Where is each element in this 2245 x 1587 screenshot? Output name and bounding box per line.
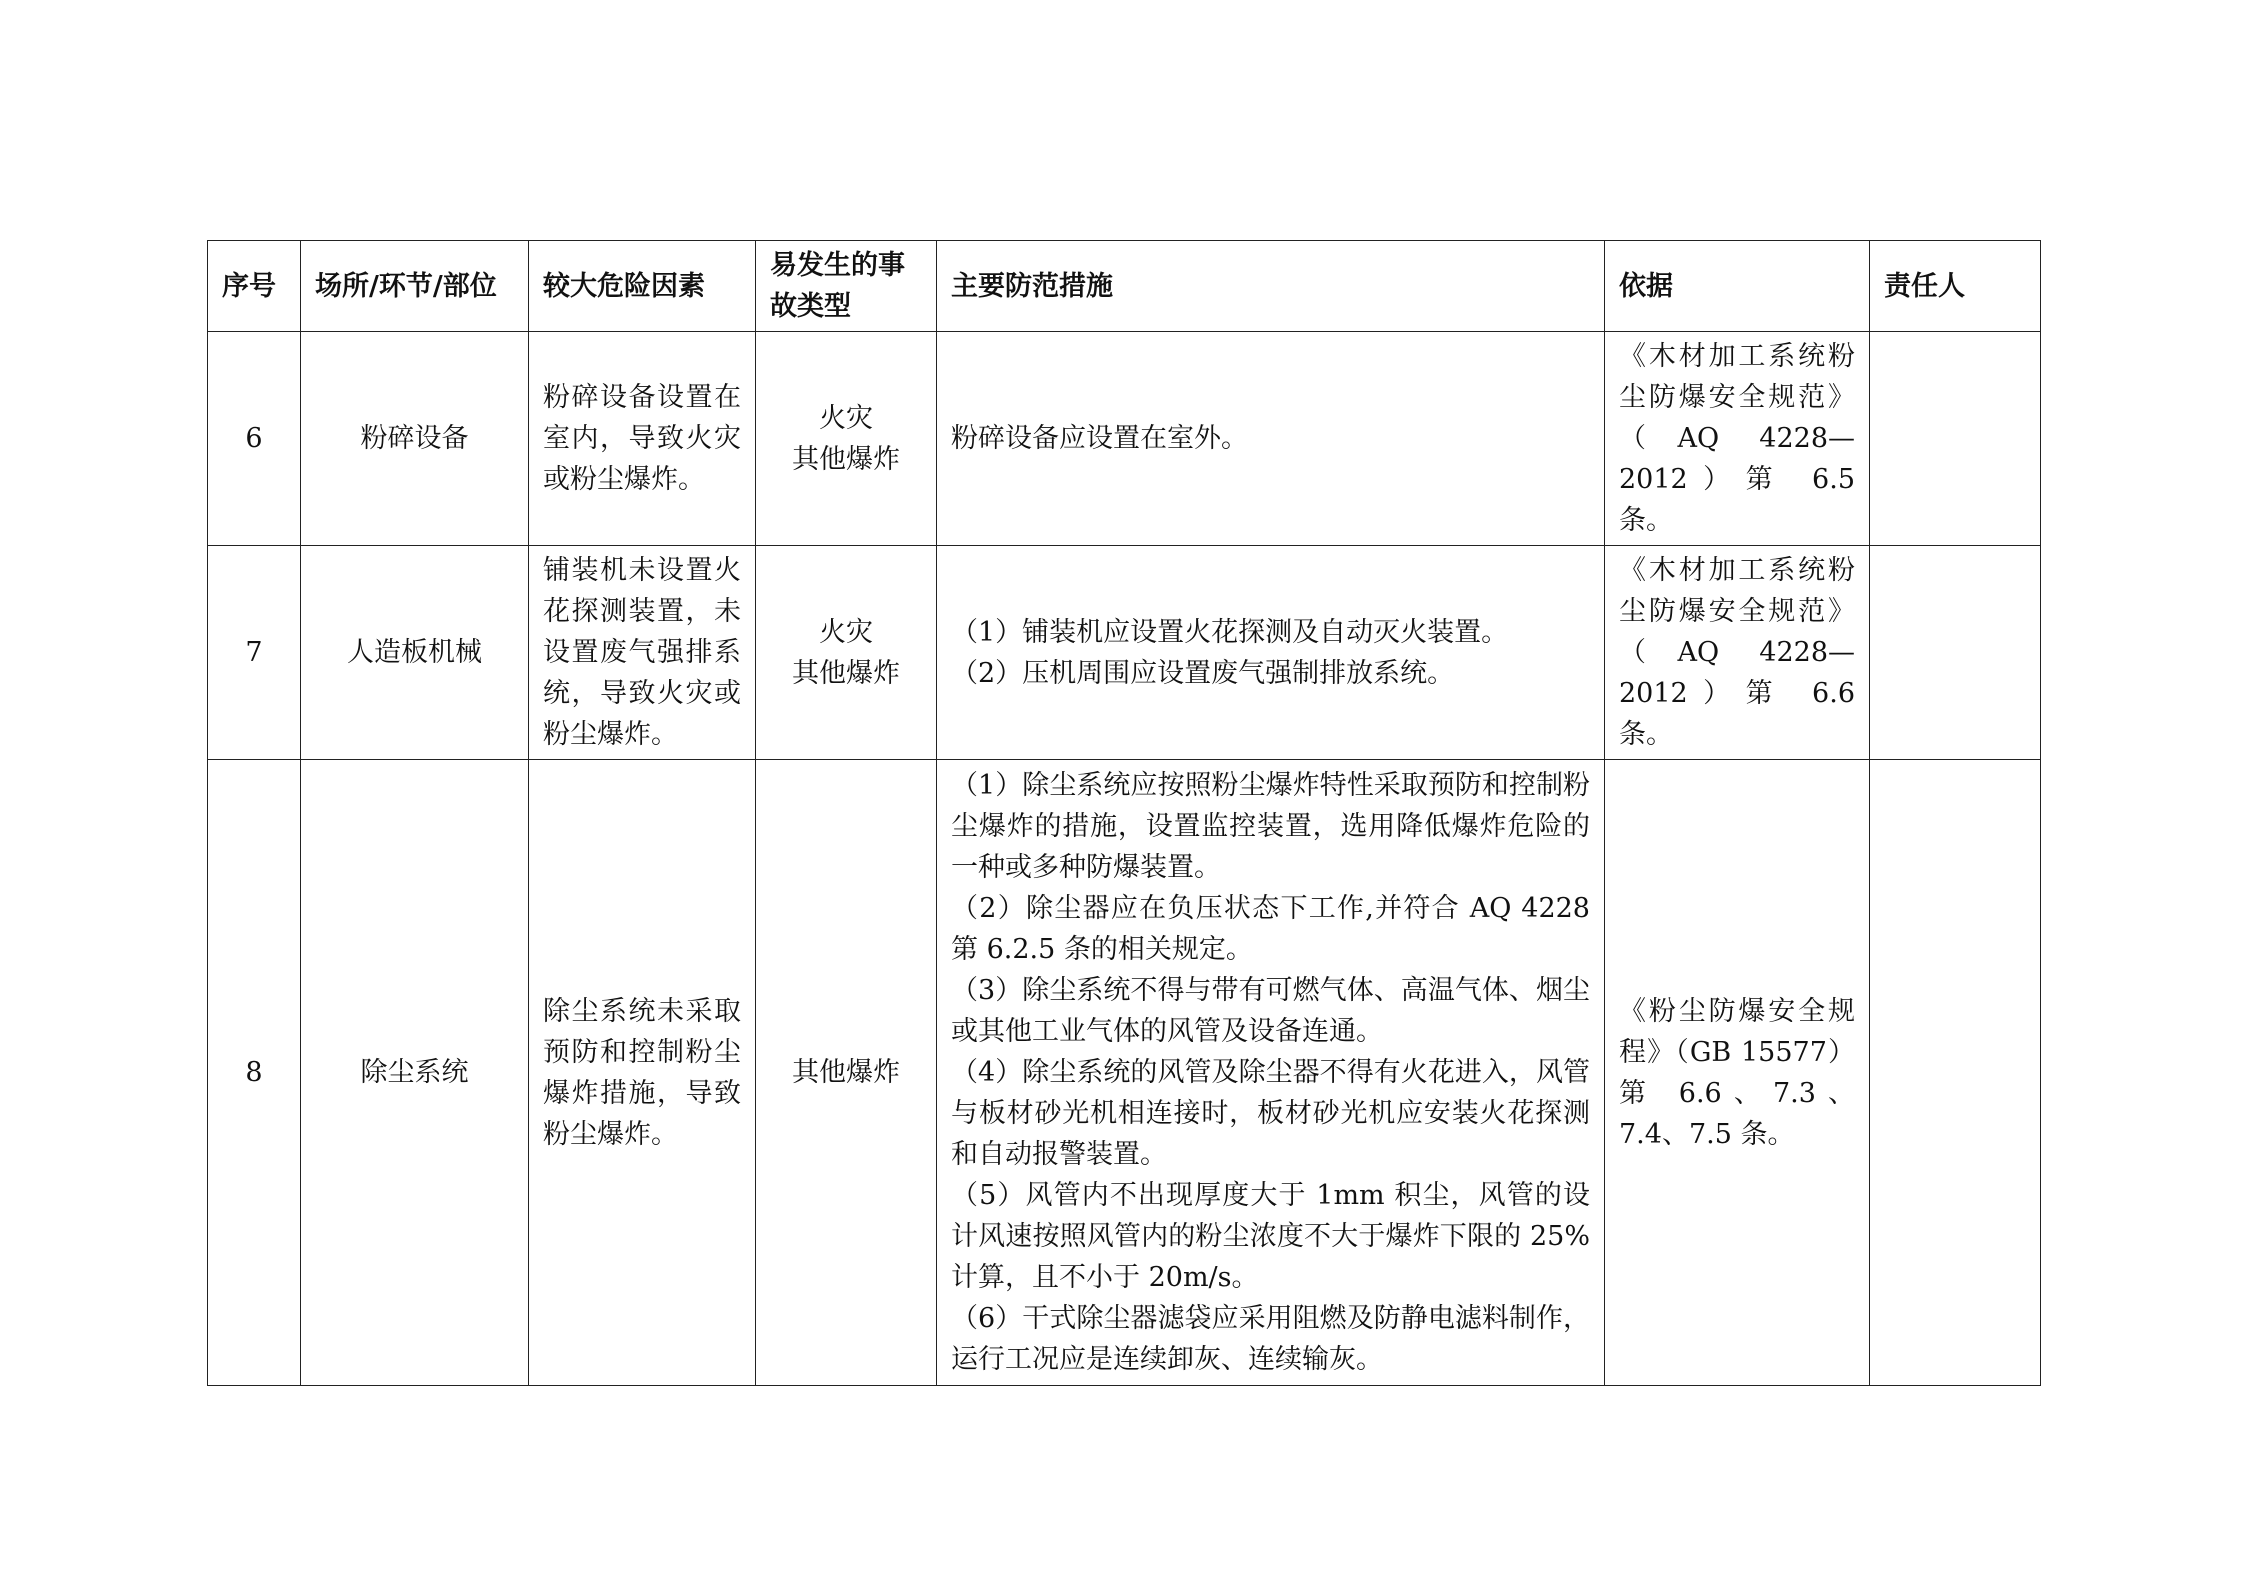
- header-hazard: 较大危险因素: [529, 241, 756, 332]
- row-accident: [756, 760, 937, 1386]
- measure-item: （2）除尘器应在负压状态下工作,并符合 AQ 4228 第 6.2.5 条的相关规定。: [951, 893, 1590, 965]
- accident-type: 其他爆炸: [792, 443, 900, 475]
- row-no: 7: [208, 546, 301, 760]
- row-basis: 《木材加工系统粉尘防爆安全规范》（AQ 4228—2012）第 6.6 条。: [1605, 546, 1870, 760]
- row-place: 粉碎设备: [301, 332, 529, 546]
- row-no: 8: [208, 760, 301, 1386]
- row-hazard: 粉碎设备设置在室内，导致火灾或粉尘爆炸。: [529, 332, 756, 546]
- row-place: 除尘系统: [301, 760, 529, 1386]
- accident-type: 火灾: [819, 402, 873, 434]
- row-measures: [937, 332, 1605, 546]
- accident-type: 其他爆炸: [792, 657, 900, 689]
- header-accident: 易发生的事故类型: [756, 241, 937, 332]
- row-person: [1870, 760, 2041, 1386]
- measure-item: 粉碎设备应设置在室外。: [951, 423, 1248, 454]
- accident-type: 火灾: [819, 616, 873, 648]
- row-place: 人造板机械: [301, 546, 529, 760]
- table-row: [208, 546, 2041, 760]
- measure-item: （1）铺装机应设置火花探测及自动灭火装置。: [951, 616, 1509, 648]
- measure-item: （3）除尘系统不得与带有可燃气体、高温气体、烟尘或其他工业气体的风管及设备连通。: [951, 975, 1590, 1047]
- header-row: [208, 241, 2041, 332]
- accident-type: 其他爆炸: [792, 1057, 900, 1088]
- header-person: 责任人: [1870, 241, 2041, 332]
- measure-item: （1）除尘系统应按照粉尘爆炸特性采取预防和控制粉尘爆炸的措施，设置监控装置，选用降低爆炸危险的一种或多种防爆装置。: [951, 770, 1590, 883]
- row-basis: 《粉尘防爆安全规程》（GB 15577）第 6.6、7.3、7.4、7.5 条。: [1605, 760, 1870, 1386]
- row-person: [1870, 332, 2041, 546]
- row-hazard: 除尘系统未采取预防和控制粉尘爆炸措施，导致粉尘爆炸。: [529, 760, 756, 1386]
- row-hazard: 铺装机未设置火花探测装置，未设置废气强排系统，导致火灾或粉尘爆炸。: [529, 546, 756, 760]
- table-row: [208, 760, 2041, 1386]
- hazard-table: [207, 240, 2041, 1386]
- row-measures: [937, 760, 1605, 1386]
- header-no: 序号: [208, 241, 301, 332]
- row-no: 6: [208, 332, 301, 546]
- header-place: 场所/环节/部位: [301, 241, 529, 332]
- row-accident: [756, 546, 937, 760]
- measure-item: （2）压机周围应设置废气强制排放系统。: [951, 657, 1455, 689]
- measure-item: （4）除尘系统的风管及除尘器不得有火花进入，风管与板材砂光机相连接时，板材砂光机应安装火花探测和自动报警装置。: [951, 1057, 1590, 1170]
- row-basis: 《木材加工系统粉尘防爆安全规范》（AQ 4228—2012）第 6.5 条。: [1605, 332, 1870, 546]
- row-person: [1870, 546, 2041, 760]
- row-measures: [937, 546, 1605, 760]
- header-measures: 主要防范措施: [937, 241, 1605, 332]
- header-basis: 依据: [1605, 241, 1870, 332]
- measure-item: （6）干式除尘器滤袋应采用阻燃及防静电滤料制作，运行工况应是连续卸灰、连续输灰。: [951, 1303, 1590, 1375]
- row-accident: [756, 332, 937, 546]
- table-row: [208, 332, 2041, 546]
- measure-item: （5）风管内不出现厚度大于 1mm 积尘，风管的设计风速按照风管内的粉尘浓度不大于爆炸下限的 25%计算，且不小于 20m/s。: [951, 1180, 1590, 1293]
